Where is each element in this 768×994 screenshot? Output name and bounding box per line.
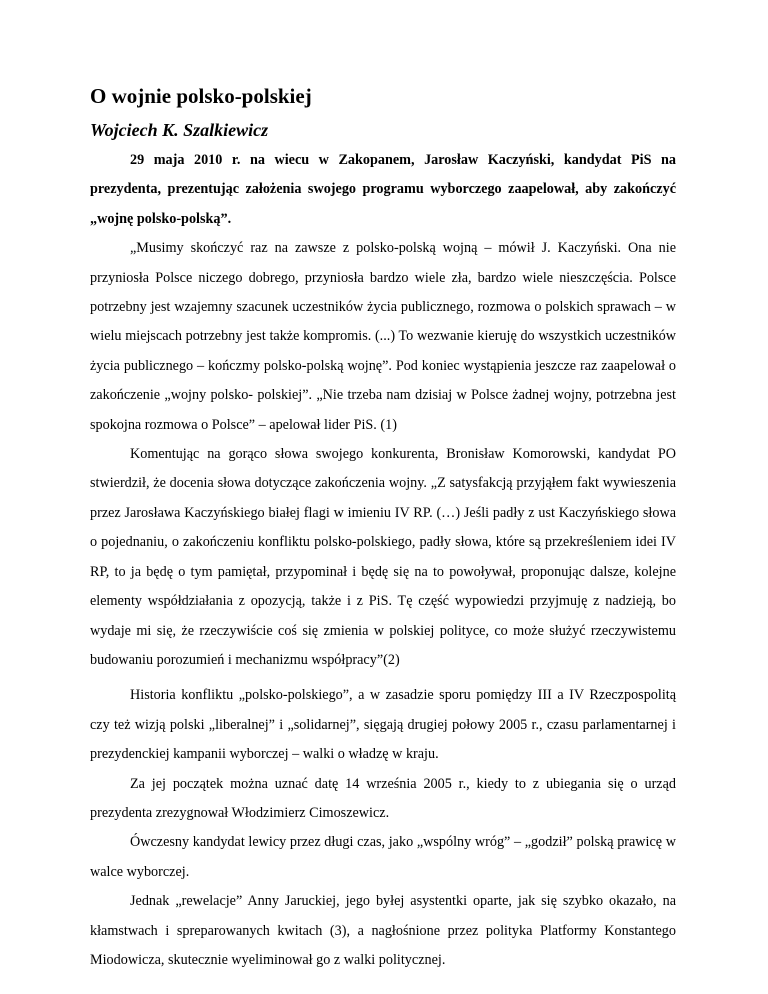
paragraph-lead: 29 maja 2010 r. na wiecu w Zakopanem, Jarosław Kaczyński, kandydat PiS na prezydenta, prezentując założenia swojego programu wyborczego zaapelował, aby zakończyć „wojnę polsko-polską”.	[90, 152, 676, 227]
paragraph: Historia konfliktu „polsko-polskiego”, a w zasadzie sporu pomiędzy III a IV Rzeczpospolitą czy też wizją polski „liberalnej” i „solidarnej”, sięgają drugiej połowy 2005 r., czasu parlamentarnej i prezydenckiej kampanii wyborczej – walki o władzę w kraju.	[90, 687, 676, 763]
paragraph: Komentując na gorąco słowa swojego konkurenta, Bronisław Komorowski, kandydat PO stwierdził, że docenia słowa dotyczące zakończenia wojny. „Z satysfakcją przyjąłem fakt wywieszenia przez Jarosława Kaczyńskiego białej flagi w imieniu IV RP. (…) Jeśli padły z ust Kaczyńskiego słowa o pojednaniu, o zakończeniu konfliktu polsko-polskiego, padły słowa, które są przekreśleniem idei IV RP, to ja będę o tym pamiętał, przypominał i będę się na to powoływał, proponując dalsze, kolejne elementy współdziałania z opozycją, także i z PiS. Tę część wypowiedzi przyjmuję z nadzieją, bo wydaje mi się, że rzeczywiście coś się zmienia w polskiej polityce, co może służyć rzeczywistemu budowaniu porozumień i mechanizmu współpracy”(2)	[90, 446, 676, 668]
paragraph: Ówczesny kandydat lewicy przez długi czas, jako „wspólny wróg” – „godził” polską prawicę w walce wyborczej.	[90, 834, 676, 880]
document-title: O wojnie polsko-polskiej	[90, 84, 312, 108]
paragraph: Jednak „rewelacje” Anny Jaruckiej, jego byłej asystentki oparte, jak się szybko okazało, na kłamstwach i spreparowanych kwitach (3), a nagłośnione przez polityka Platformy Konstantego Miodowicza, skutecznie wyeliminował go z walki politycznej.	[90, 893, 676, 968]
paragraph: Za jej początek można uznać datę 14 września 2005 r., kiedy to z ubiegania się o urząd prezydenta zrezygnował Włodzimierz Cimoszewicz.	[90, 775, 676, 821]
paragraph: „Musimy skończyć raz na zawsze z polsko-polską wojną – mówił J. Kaczyński. Ona nie przyniosła Polsce niczego dobrego, przyniosła bardzo wiele zła, bardzo wiele nieszczęścia. Polsce potrzebny jest wzajemny szacunek uczestników życia publicznego, rozmowa o polskich sprawach – w wielu miejscach potrzebny jest także kompromis. (...) To wezwanie kieruję do wszystkich uczestników życia publicznego – kończmy polsko-polską wojnę”. Pod koniec wystąpienia jeszcze raz zaapelował o zakończenie „wojny polsko- polskiej”. „Nie trzeba nam dzisiaj w Polsce żadnej wojny, potrzebna jest spokojna rozmowa o Polsce” – apelował lider PiS. (1)	[90, 240, 676, 433]
document-author: Wojciech K. Szalkiewicz	[90, 120, 269, 140]
document-page	[90, 82, 676, 975]
